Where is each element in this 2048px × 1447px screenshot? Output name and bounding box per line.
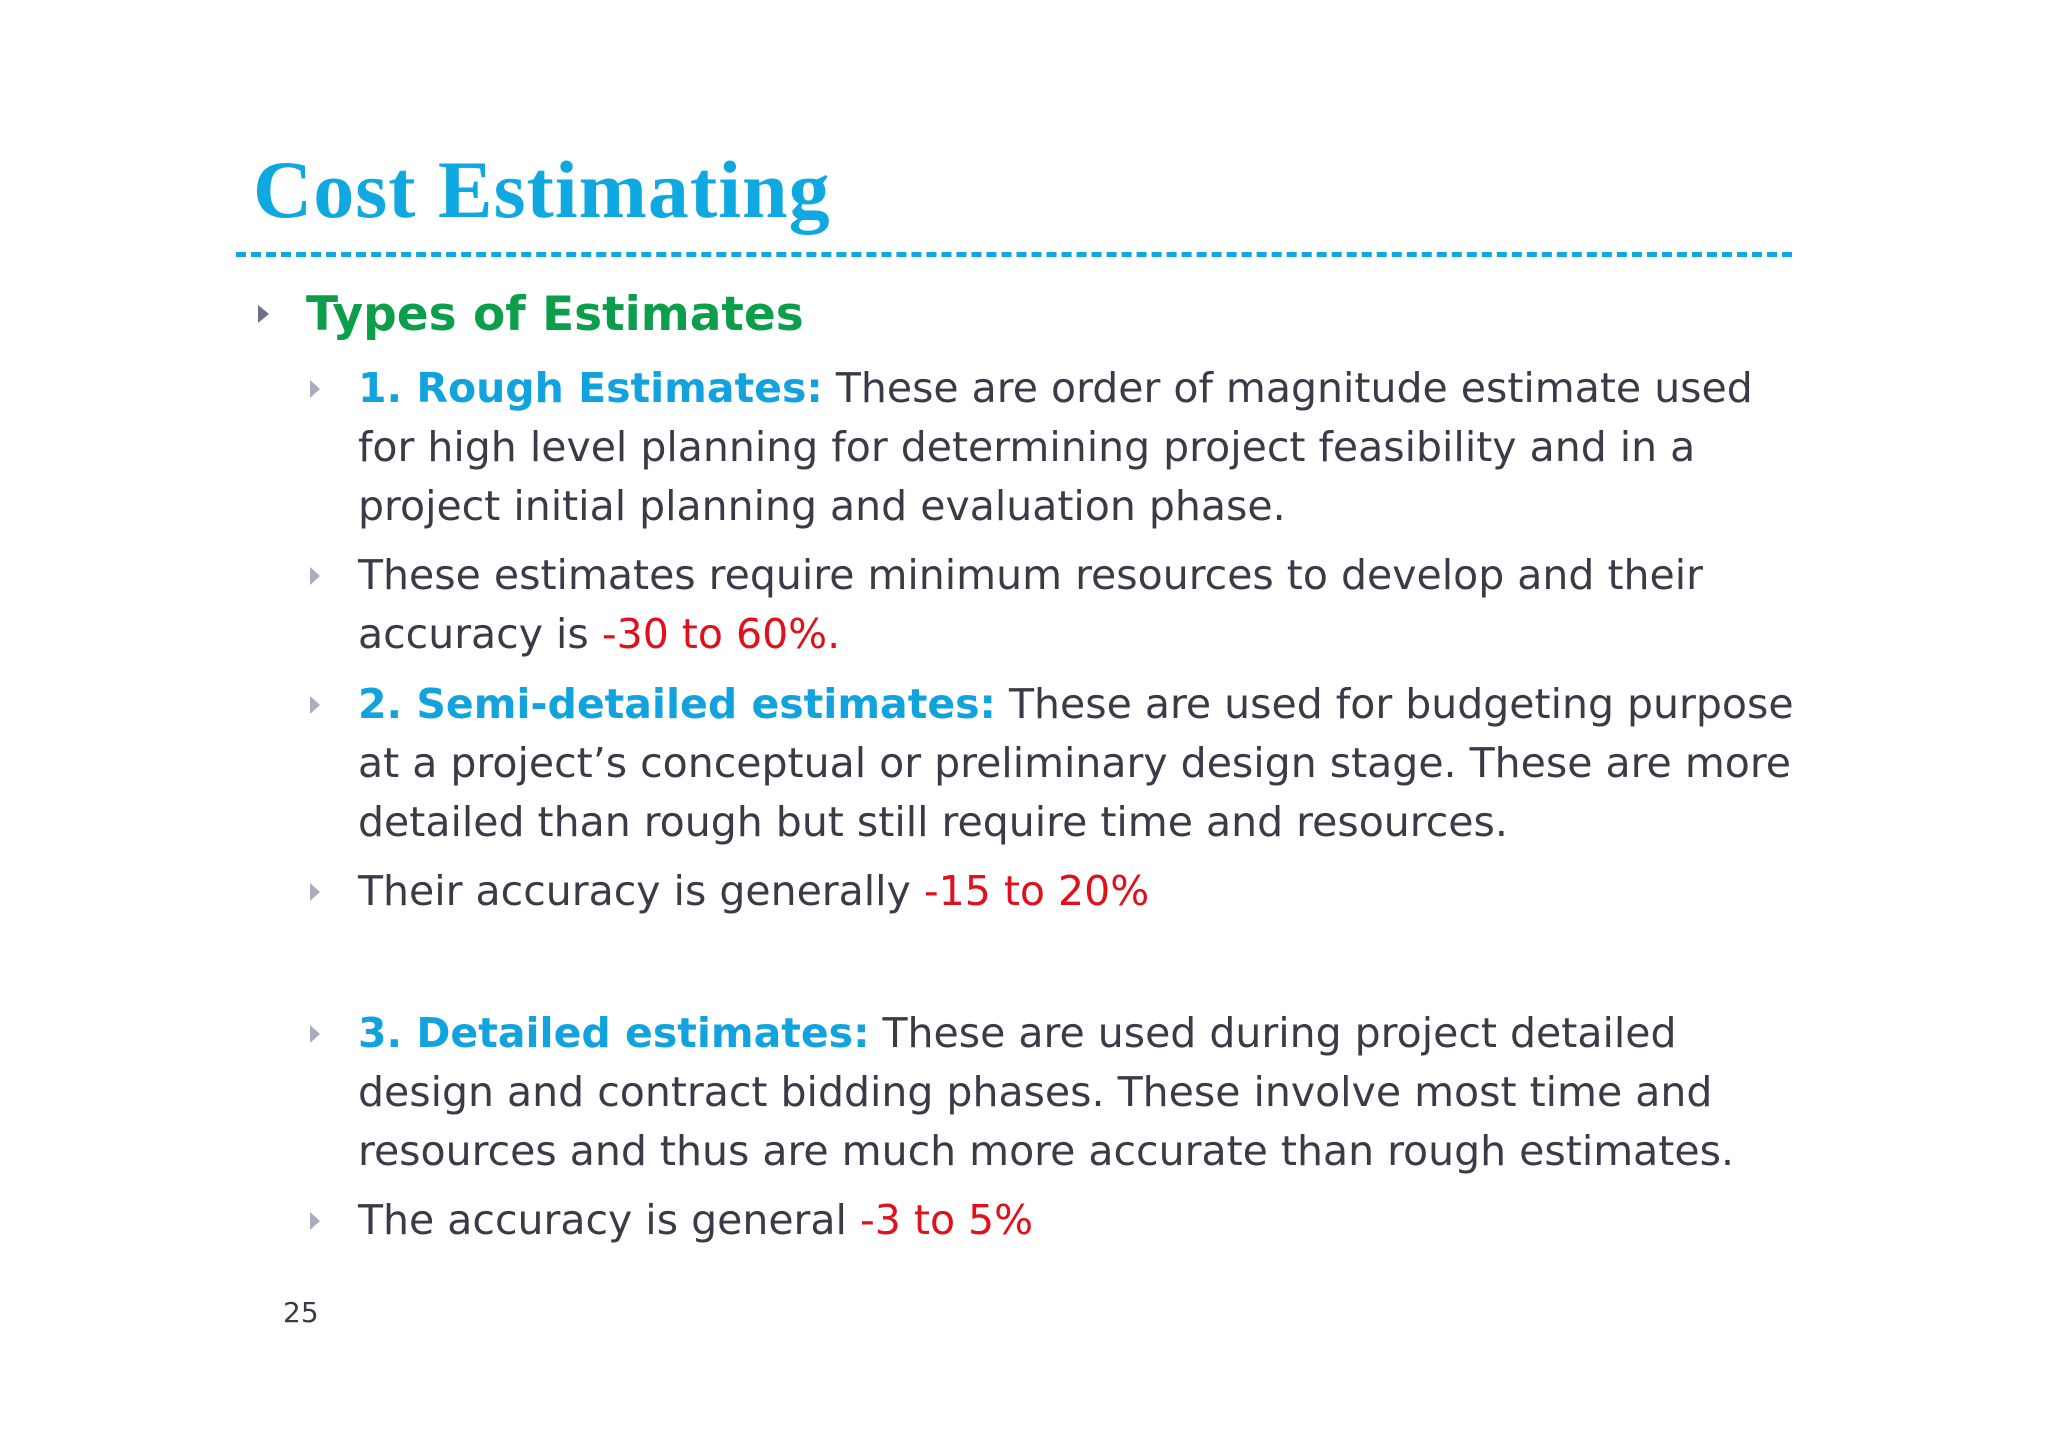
item-text: These are used for budgeting purpose at a project’s conceptual or preliminary design stage. These are more detailed than rough but still require time and resources.: [358, 680, 1794, 846]
item-text: These are used during project detailed design and contract bidding phases. These involve most time and resources and thus are much more accurate than rough estimates.: [358, 1009, 1734, 1175]
bullet-triangle-icon: [310, 567, 320, 585]
slide-title: Cost Estimating: [253, 144, 831, 235]
item-text: Their accuracy is generally: [358, 867, 924, 915]
bullet-triangle-icon: [258, 305, 269, 323]
accuracy-range: -15 to 20%: [923, 867, 1150, 915]
accuracy-range: -3 to 5%: [859, 1196, 1034, 1244]
bullet-triangle-icon: [310, 1212, 320, 1230]
item-lead: 2. Semi-detailed estimates:: [358, 680, 996, 728]
bullet-triangle-icon: [310, 883, 320, 901]
list-item-rough-estimates: [358, 359, 1808, 536]
item-text: The accuracy is general: [358, 1196, 860, 1244]
list-item-semi-detailed-estimates: [358, 675, 1808, 852]
list-item-detailed-accuracy: [358, 1191, 1808, 1250]
section-heading: Types of Estimates: [306, 287, 804, 342]
accuracy-range: -30 to 60%.: [601, 610, 841, 658]
list-item-rough-accuracy: [358, 546, 1808, 664]
bullet-triangle-icon: [310, 380, 320, 398]
item-lead: 3. Detailed estimates:: [358, 1009, 870, 1057]
list-item-semi-detailed-accuracy: [358, 862, 1808, 921]
item-text: These estimates require minimum resources to develop and their accuracy is: [358, 551, 1703, 658]
item-lead: 1. Rough Estimates:: [358, 364, 823, 412]
bullet-triangle-icon: [310, 696, 320, 714]
page-number: 25: [283, 1296, 319, 1329]
list-item-detailed-estimates: [358, 1004, 1808, 1181]
item-text: These are order of magnitude estimate used for high level planning for determining project feasibility and in a project initial planning and evaluation phase.: [358, 364, 1753, 530]
title-divider: [236, 252, 1792, 257]
bullet-triangle-icon: [310, 1025, 320, 1043]
